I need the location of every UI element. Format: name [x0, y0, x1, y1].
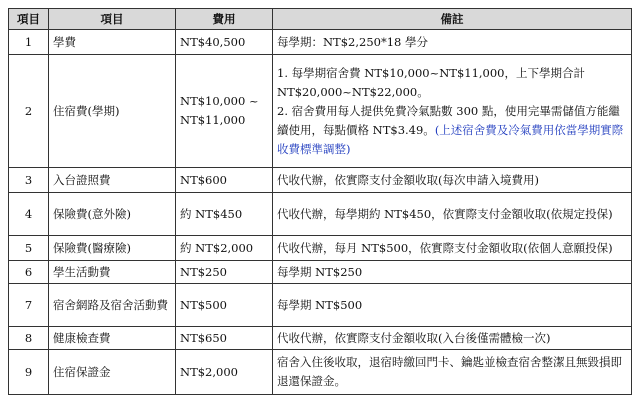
table-row — [9, 261, 632, 284]
table-row — [9, 350, 632, 395]
row-item: 住宿保證金 — [49, 350, 176, 395]
row-number: 4 — [9, 193, 49, 236]
header-item: 項目 — [49, 9, 176, 30]
row-note-line-2: 2. 宿舍費用每人提供免費冷氣點數 300 點，使用完畢需儲值方能繼續使用，每點價格 NT$3.49。 — [277, 103, 620, 137]
row-fee: NT$2,000 — [176, 350, 273, 395]
row-note-blue-text: (上述宿舍費及冷氣費用依當學期實際收費標準調整) — [277, 122, 624, 156]
row-number: 9 — [9, 350, 49, 395]
table-row — [9, 30, 632, 55]
row-note-line-1: 1. 每學期宿舍費 NT$10,000~NT$11,000，上下學期合計 NT$20,000~NT$22,000。 — [277, 65, 585, 99]
table-header-row — [9, 9, 632, 30]
row-note: 代收代辦，每月 NT$500，依實際支付金額收取(依個人意願投保) — [273, 236, 632, 261]
row-fee: NT$500 — [176, 284, 273, 327]
row-fee: NT$650 — [176, 327, 273, 350]
table-row — [9, 55, 632, 168]
table-row — [9, 327, 632, 350]
row-number: 6 — [9, 261, 49, 284]
row-fee: NT$250 — [176, 261, 273, 284]
row-note: 代收代辦，依實際支付金額收取(每次申請入境費用) — [273, 168, 632, 193]
row-item: 入台證照費 — [49, 168, 176, 193]
row-fee: 約 NT$2,000 — [176, 236, 273, 261]
row-number: 2 — [9, 55, 49, 168]
table-row — [9, 284, 632, 327]
row-fee: NT$40,500 — [176, 30, 273, 55]
table-row — [9, 236, 632, 261]
row-note: 每學期 NT$250 — [273, 261, 632, 284]
row-fee: NT$10,000 ~ NT$11,000 — [176, 55, 273, 168]
row-fee: 約 NT$450 — [176, 193, 273, 236]
row-fee: NT$600 — [176, 168, 273, 193]
row-item: 宿舍網路及宿舍活動費 — [49, 284, 176, 327]
row-note: 宿舍入住後收取，退宿時繳回門卡、鑰匙並檢查宿舍整潔且無毀損即退還保證金。 — [273, 350, 632, 395]
row-note — [273, 55, 632, 168]
header-note: 備註 — [273, 9, 632, 30]
row-item: 學生活動費 — [49, 261, 176, 284]
row-item: 學費 — [49, 30, 176, 55]
row-item: 健康檢查費 — [49, 327, 176, 350]
row-item: 保險費(醫療險) — [49, 236, 176, 261]
header-no: 項目 — [9, 9, 49, 30]
table-row — [9, 168, 632, 193]
row-item: 住宿費(學期) — [49, 55, 176, 168]
row-note: 每學期 NT$500 — [273, 284, 632, 327]
header-fee: 費用 — [176, 9, 273, 30]
row-number: 7 — [9, 284, 49, 327]
row-note: 代收代辦，依實際支付金額收取(入台後僅需體檢一次) — [273, 327, 632, 350]
row-number: 3 — [9, 168, 49, 193]
row-number: 8 — [9, 327, 49, 350]
fee-table-container — [8, 8, 631, 395]
row-note: 代收代辦，每學期約 NT$450，依實際支付金額收取(依規定投保) — [273, 193, 632, 236]
row-note: 每學期：NT$2,250*18 學分 — [273, 30, 632, 55]
row-item: 保險費(意外險) — [49, 193, 176, 236]
table-row — [9, 193, 632, 236]
fee-table — [8, 8, 632, 395]
row-number: 1 — [9, 30, 49, 55]
row-number: 5 — [9, 236, 49, 261]
